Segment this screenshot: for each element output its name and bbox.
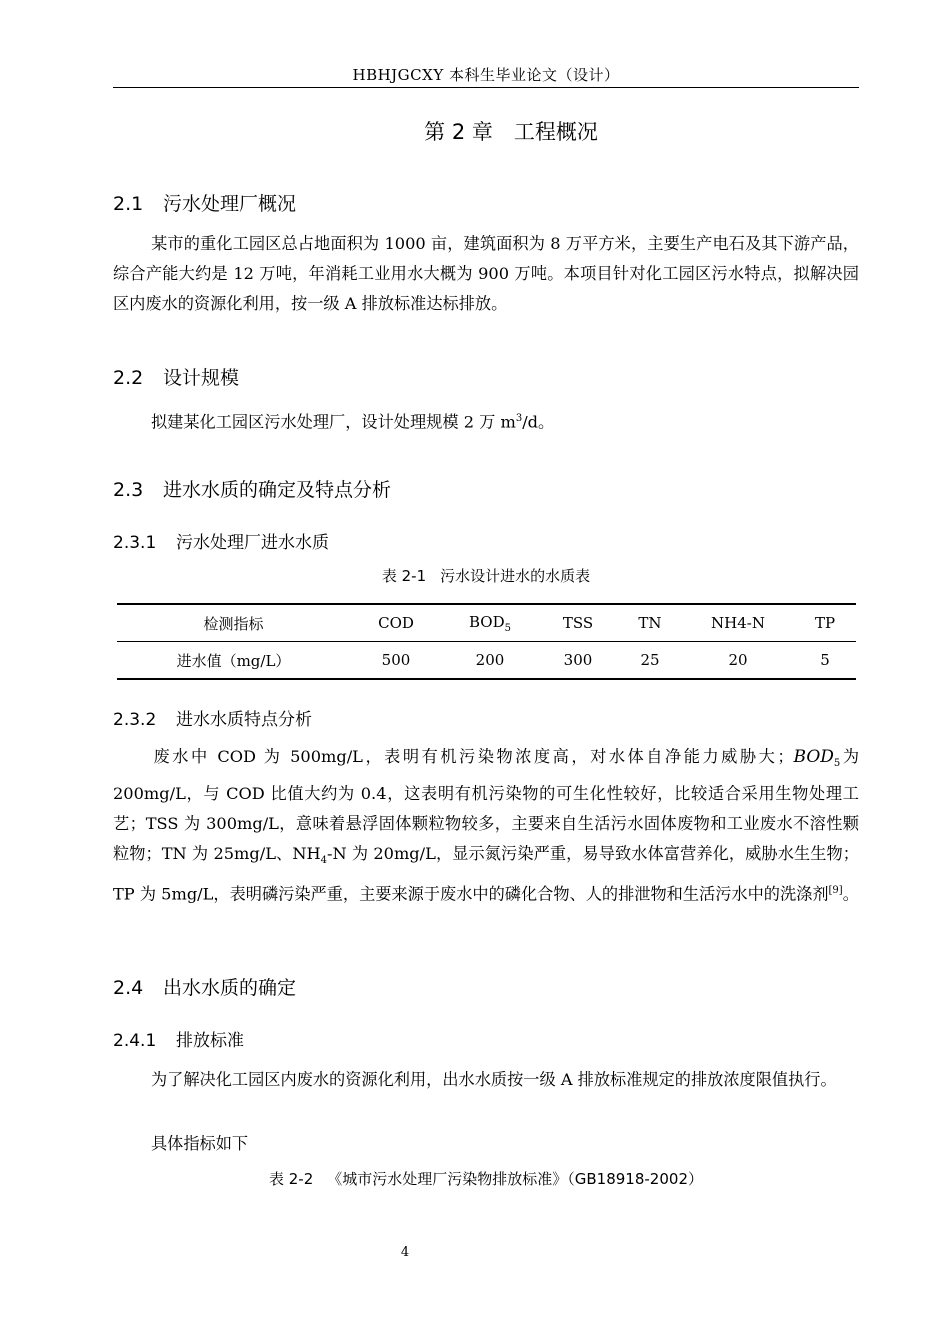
caption-number: 表 2-1: [381, 567, 427, 585]
caption-title: 《城市污水处理厂污染物排放标准》（GB18918-2002）: [327, 1170, 703, 1188]
page-number: 4: [400, 1245, 410, 1260]
cell-tss: 300: [538, 642, 618, 680]
water-quality-table: [117, 603, 856, 680]
header-cell-tn: TN: [618, 604, 682, 642]
header-cell-tp: TP: [794, 604, 856, 642]
running-header: HBHJGCXY 本科生毕业论文（设计）: [352, 66, 620, 84]
section-2-1-paragraph: [113, 229, 859, 319]
section-2-3-2-paragraph: [113, 742, 859, 910]
section-number: 2.3.1: [113, 533, 157, 553]
section-number: 2.2: [113, 367, 144, 389]
section-2-3-2-heading: [113, 705, 312, 730]
section-2-4-1-heading: [113, 1026, 244, 1051]
paragraph-text: 具体指标如下: [151, 1134, 249, 1153]
header-cell-nh4n: NH4-N: [682, 604, 794, 642]
section-2-2-paragraph: [113, 404, 859, 437]
cell-cod: 500: [350, 642, 442, 680]
section-title: 污水处理厂概况: [163, 193, 297, 215]
bod-symbol: BOD: [793, 747, 834, 767]
section-number: 2.3.2: [113, 710, 157, 730]
cell-tp: 5: [794, 642, 856, 680]
header-cell-cod: COD: [350, 604, 442, 642]
paragraph-text-3: -N 为 20mg/L，显示氮污染严重，易导致水体富营养化，威胁水生生物；TP 为 5mg/L，表明磷污染严重，主要来源于废水中的磷化合物、人的排泄物和生活污水中的洗涤剂: [113, 844, 859, 904]
section-title: 排放标准: [176, 1031, 244, 1051]
table-2-1-caption: [113, 565, 859, 586]
cell-tn: 25: [618, 642, 682, 680]
nh4-subscript: 4: [320, 855, 327, 867]
citation-ref: [9]: [828, 885, 843, 897]
header-cell-bod: $BOD_5$: [442, 604, 538, 642]
superscript-3: 3: [515, 413, 523, 424]
section-title: 设计规模: [163, 367, 240, 389]
section-2-1-heading: [113, 189, 296, 216]
chapter-title: 第 2 章 工程概况: [424, 120, 598, 144]
table-row: [117, 642, 856, 680]
section-2-2-heading: [113, 363, 239, 390]
caption-title: 污水设计进水的水质表: [440, 567, 591, 585]
paragraph-text-1: 废水中 COD 为 500mg/L，表明有机污染物浓度高，对水体自净能力威胁大；: [151, 747, 794, 766]
paragraph-text-a: 拟建某化工园区污水处理厂，设计处理规模 2 万 m: [151, 412, 516, 432]
section-2-4-1-paragraph-2: [113, 1129, 859, 1159]
table-2-2-caption: [113, 1168, 859, 1189]
section-2-3-1-heading: [113, 528, 329, 553]
section-number: 2.1: [113, 193, 144, 215]
section-title: 出水水质的确定: [163, 977, 297, 999]
section-2-3-heading: [113, 475, 391, 502]
bod-subscript: 5: [833, 758, 841, 770]
paragraph-text: 为了解决化工园区内废水的资源化利用，出水水质按一级 A 排放标准规定的排放浓度限值执行。: [151, 1070, 837, 1089]
section-title: 进水水质的确定及特点分析: [163, 479, 392, 501]
caption-number: 表 2-2: [268, 1170, 314, 1188]
section-title: 污水处理厂进水水质: [176, 533, 329, 553]
paragraph-text-4: 。: [842, 884, 859, 904]
section-title: 进水水质特点分析: [176, 710, 312, 730]
table-header-row: [117, 604, 856, 642]
section-number: 2.3: [113, 479, 144, 501]
cell-nh4n: 20: [682, 642, 794, 680]
section-number: 2.4: [113, 977, 144, 999]
section-2-4-heading: [113, 973, 296, 1000]
section-number: 2.4.1: [113, 1031, 157, 1051]
paragraph-text: 某市的重化工园区总占地面积为 1000 亩，建筑面积为 8 万平方米，主要生产电石及其下游产品，综合产能大约是 12 万吨，年消耗工业用水大概为 900 万吨。本项目针对化工园区污水特点，拟解决园区内废水的资源化利用，按一级 A 排放标准达标排放。: [113, 234, 859, 313]
section-2-4-1-paragraph: [113, 1065, 859, 1095]
cell-bod: 200: [442, 642, 538, 680]
header-cell-indicator: 检测指标: [117, 604, 350, 642]
paragraph-text-b: /d。: [522, 412, 555, 432]
paragraph-text-2: 为 200mg/L，与 COD 比值大约为 0.4，这表明有机污染物的可生化性较好，比较适合采用生物处理工艺；TSS 为 300mg/L，意味着悬浮固体颗粒物较多，主要来自生活污水固体废物和工业废水不溶性颗粒物；TN 为 25mg/L、NH: [113, 747, 860, 864]
header-rule: [113, 87, 859, 88]
row-label: 进水值（mg/L）: [117, 642, 350, 680]
header-cell-tss: TSS: [538, 604, 618, 642]
